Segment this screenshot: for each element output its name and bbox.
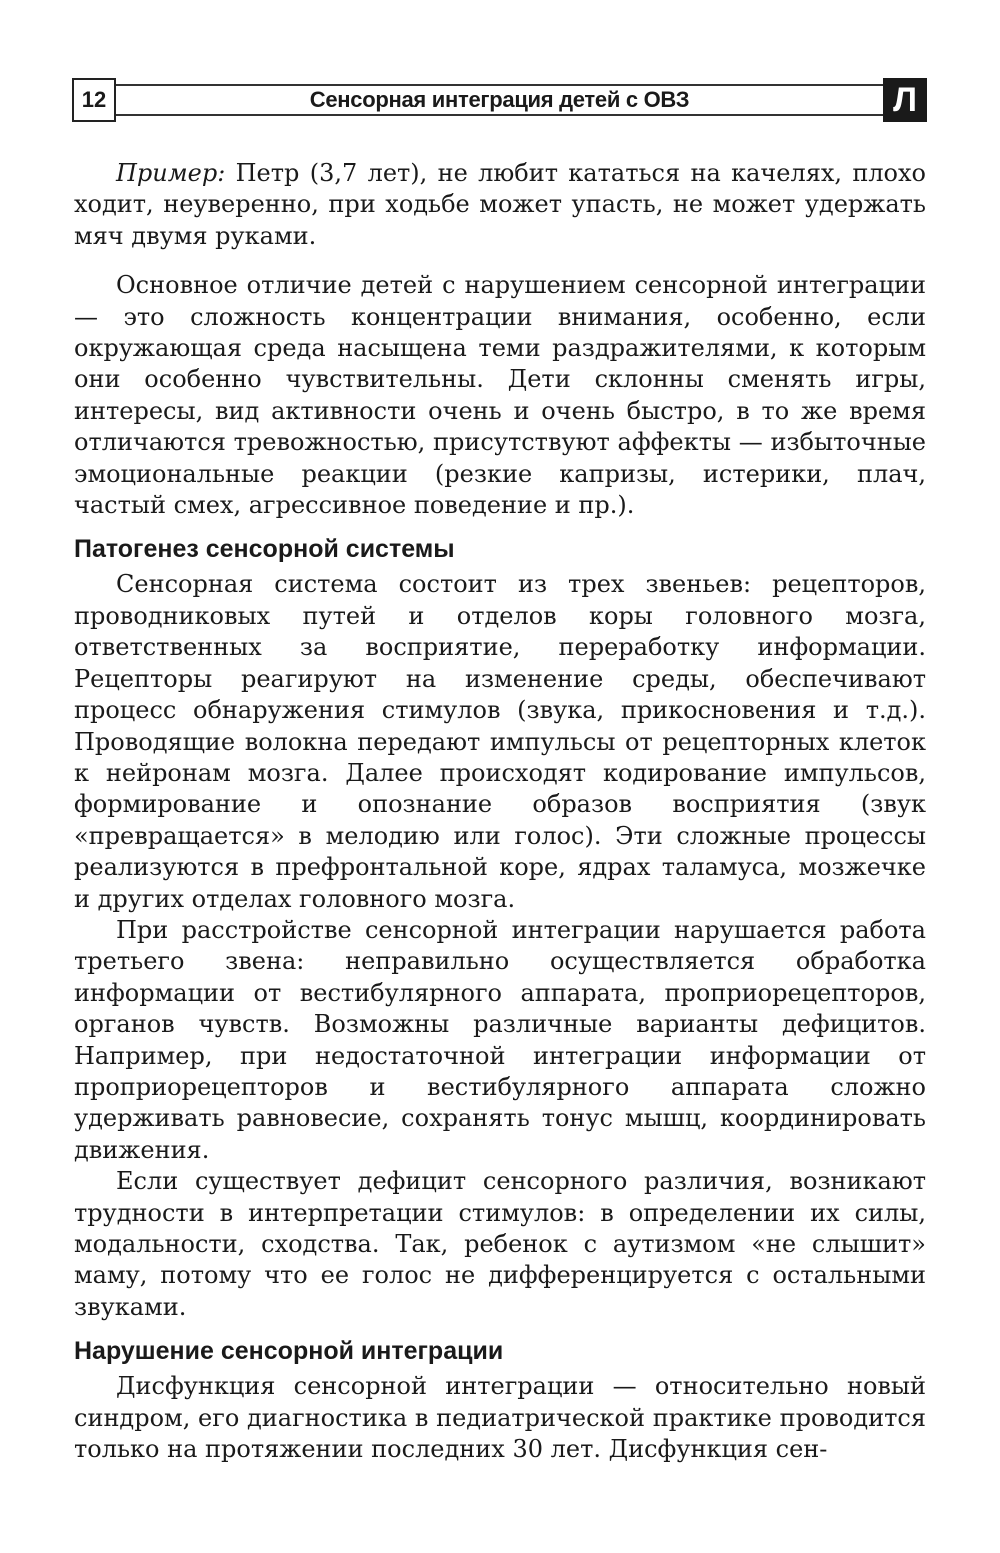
example-lead: Пример:: [116, 159, 226, 187]
running-header: [72, 78, 927, 124]
section-heading-integration-disorder: Нарушение сенсорной интеграции: [74, 1337, 504, 1366]
paragraph-discrimination-deficit: Если существует дефицит сенсорного различия, возникают трудности в интерпретации стимулов: в определении их силы, модальности, сходства. Так, ребенок с аутизмом «не слышит» маму, потому что ее голос не дифференцируется с остальными звуками.: [74, 1167, 926, 1321]
header-rule-bottom: [116, 114, 883, 116]
paragraph-main-difference: Основное отличие детей с нарушением сенсорной интеграции — это сложность концентрации внимания, особенно, если окружающая среда насыщена теми раздражителями, к которым они особенно чувствительны. Дети склонны сменять игры, интересы, вид активности очень и очень быстро, в то же время отличаются тревожностью, присутствуют аффекты — избыточные эмоциональные реакции (резкие капризы, истерики, плач, частый смех, агрессивное поведение и пр.).: [74, 271, 926, 520]
page-body: [74, 158, 926, 1465]
paragraph-sensory-system: Сенсорная система состоит из трех звеньев: рецепторов, проводниковых путей и отделов коры головного мозга, ответственных за восприятие, переработку информации. Рецепторы реагируют на изменение среды, обеспечивают процесс обнаружения стимулов (звука, прикосновения и т.д.). Проводящие волокна передают импульсы от рецепторных клеток к нейронам мозга. Далее происходят кодирование импульсов, формирование и опознание образов восприятия (звук «превращается» в мелодию или голос). Эти сложные процессы реализуются в префронтальной коре, ядрах таламуса, мозжечке и других отделах головного мозга.: [74, 570, 926, 913]
page-number: 12: [72, 78, 116, 122]
example-paragraph: [74, 158, 926, 252]
paragraph-dysfunction: Дисфункция сенсорной интеграции — относительно новый синдром, его диагностика в педиатрической практике проводится только на протяжении последних 30 лет. Дисфункция сен-: [74, 1372, 926, 1464]
example-text: Петр (3,7 лет), не любит кататься на качелях, плохо ходит, неуверенно, при ходьбе может упасть, не может удержать мяч двумя руками.: [74, 159, 926, 250]
paragraph-third-link: При расстройстве сенсорной интеграции нарушается работа третьего звена: неправильно осуществляется обработка информации от вестибулярного аппарата, проприорецепторов, органов чувств. Возможны различные варианты дефицитов. Например, при недостаточной интеграции информации от проприорецепторов и вестибулярного аппарата сложно удерживать равновесие, сохранять тонус мышц, координировать движения.: [74, 915, 926, 1164]
section-heading-pathogenesis: Патогенез сенсорной системы: [74, 535, 455, 564]
series-mark: Л: [883, 78, 927, 122]
running-title: Сенсорная интеграция детей с ОВЗ: [309, 87, 690, 112]
